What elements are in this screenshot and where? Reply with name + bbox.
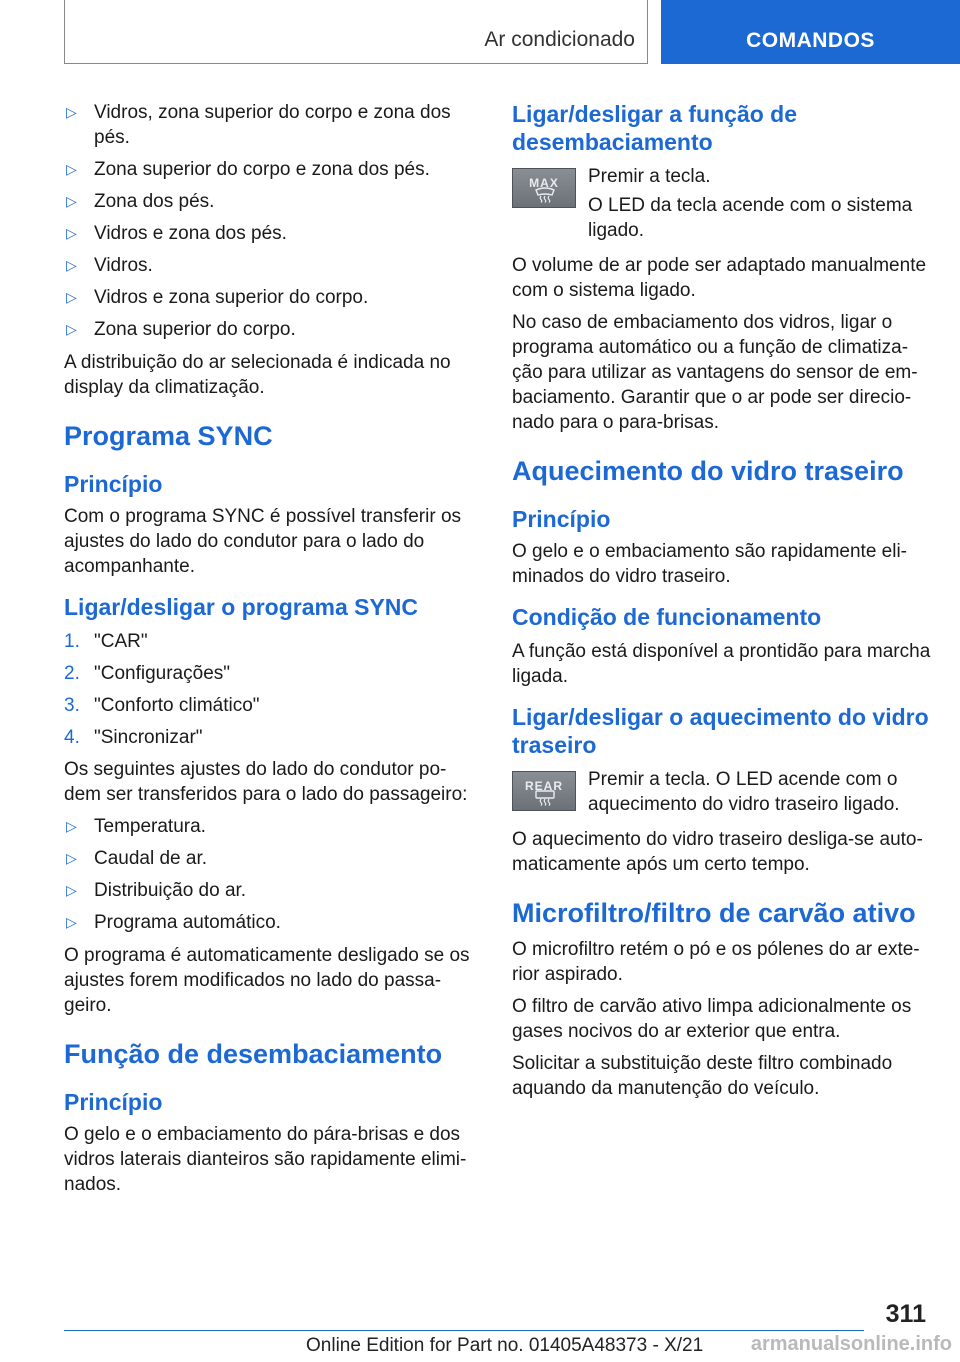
list-item: 3. "Conforto climático" — [64, 695, 260, 716]
list-item: 1. "CAR" — [64, 631, 148, 652]
defrost-advice-text: No caso de embaciamento dos vidros, ligar o programa automático ou a função de climatiza-ção para utilizar as vantagens do sensor de em-baciamento. Garantir que o ar pode ser direcio-nado para o para-brisas. — [512, 312, 918, 433]
air-distribution-note: A distribuição do ar selecionada é indicada no display da climatização. — [64, 352, 451, 398]
watermark: armanualsonline.info — [750, 1333, 952, 1355]
defrost-volume-text: O volume de ar pode ser adaptado manualmente com o sistema ligado. — [512, 255, 927, 301]
left-column — [64, 100, 476, 1204]
section-title: Ar condicionado — [484, 28, 635, 51]
rear-auto-off-text: O aquecimento do vidro traseiro desliga-se auto-maticamente após um certo tempo. — [512, 829, 923, 875]
list-item: ▷ Distribuição do ar. — [66, 880, 247, 901]
rear-condition-heading: Condição de funcionamento — [512, 604, 822, 630]
list-item: ▷ Temperatura. — [66, 816, 206, 837]
list-item: 4. "Sincronizar" — [64, 727, 203, 748]
list-item: ▷ Caudal de ar. — [66, 848, 208, 869]
triangle-bullet-icon: ▷ — [66, 289, 77, 305]
max-press-text: Premir a tecla. — [588, 166, 711, 187]
list-item: ▷ Zona superior do corpo e zona dos pés. — [66, 159, 430, 180]
rear-principle-heading: Princípio — [512, 506, 611, 532]
max-led-text: O LED da tecla acende com o sistema ligado. — [588, 195, 913, 241]
list-item: ▷ Zona dos pés. — [66, 191, 215, 212]
sync-transfer-text: Os seguintes ajustes do lado do condutor po-dem ser transferidos para o lado do passageiro: — [64, 759, 468, 805]
triangle-bullet-icon: ▷ — [66, 104, 77, 120]
sync-heading: Programa SYNC — [64, 421, 273, 451]
triangle-bullet-icon: ▷ — [66, 850, 77, 866]
max-defrost-button-icon: MAX — [512, 168, 576, 208]
list-item: ▷ Vidros, zona superior do corpo e zona dos pés. — [66, 102, 451, 148]
edition-line: Online Edition for Part no. 01405A48373 - X/21 — [306, 1335, 704, 1356]
list-item: 2. "Configurações" — [64, 663, 231, 684]
rear-heading: Aquecimento do vidro traseiro — [512, 456, 904, 486]
rear-principle-text: O gelo e o embaciamento são rapidamente eli-minados do vidro traseiro. — [512, 541, 908, 587]
rear-window-heating-icon — [535, 790, 555, 806]
triangle-bullet-icon: ▷ — [66, 193, 77, 209]
defrost-toggle-heading: Ligar/desligar a função de desembaciamento — [512, 101, 798, 155]
list-item: ▷ Vidros. — [66, 255, 153, 276]
defrost-heading: Função de desembaciamento — [64, 1039, 443, 1069]
sync-principle-heading: Princípio — [64, 471, 163, 497]
triangle-bullet-icon: ▷ — [66, 225, 77, 241]
rear-defrost-button-icon: REAR — [512, 771, 576, 811]
max-key-block — [512, 164, 932, 243]
sync-settings-list — [64, 814, 476, 935]
sync-off-text: O programa é automaticamente desligado se os ajustes forem modificados no lado do passa-geiro. — [64, 945, 470, 1016]
sync-principle-text: Com o programa SYNC é possível transferir os ajustes do lado do condutor para o lado do acompanhante. — [64, 506, 462, 577]
triangle-bullet-icon: ▷ — [66, 882, 77, 898]
triangle-bullet-icon: ▷ — [66, 914, 77, 930]
air-distribution-list — [64, 100, 476, 342]
triangle-bullet-icon: ▷ — [66, 321, 77, 337]
right-column — [512, 100, 932, 1108]
footer-divider — [64, 1330, 864, 1331]
filter-text-2: O filtro de carvão ativo limpa adicionalmente os gases nocivos do ar exterior que entra. — [512, 996, 912, 1042]
rear-toggle-heading: Ligar/desligar o aquecimento do vidro traseiro — [512, 704, 929, 758]
triangle-bullet-icon: ▷ — [66, 818, 77, 834]
defrost-principle-text: O gelo e o embaciamento do pára-brisas e dos vidros laterais dianteiros são rapidamente elimi-nados. — [64, 1124, 467, 1195]
list-item: ▷ Vidros e zona superior do corpo. — [66, 287, 369, 308]
rear-condition-text: A função está disponível a prontidão para marcha ligada. — [512, 641, 931, 687]
filter-heading: Microfiltro/filtro de carvão ativo — [512, 898, 916, 928]
triangle-bullet-icon: ▷ — [66, 161, 77, 177]
list-item: ▷ Vidros e zona dos pés. — [66, 223, 287, 244]
filter-text-1: O microfiltro retém o pó e os pólenes do ar exte-rior aspirado. — [512, 939, 920, 985]
header-frame — [64, 0, 648, 64]
chapter-tab-label: COMANDOS — [746, 29, 875, 52]
chapter-tab[interactable] — [661, 0, 960, 64]
rear-key-block — [512, 767, 932, 827]
list-item: ▷ Programa automático. — [66, 912, 281, 933]
defrost-principle-heading: Princípio — [64, 1089, 163, 1115]
windscreen-defrost-icon — [535, 187, 555, 203]
sync-toggle-heading: Ligar/desligar o programa SYNC — [64, 594, 419, 620]
list-item: ▷ Zona superior do corpo. — [66, 319, 296, 340]
triangle-bullet-icon: ▷ — [66, 257, 77, 273]
filter-text-3: Solicitar a substituição deste filtro combinado aquando da manutenção do veículo. — [512, 1053, 893, 1099]
page-number: 311 — [885, 1300, 926, 1328]
rear-press-text: Premir a tecla. O LED acende com o aquecimento do vidro traseiro ligado. — [588, 769, 900, 815]
sync-steps-list — [64, 629, 476, 750]
